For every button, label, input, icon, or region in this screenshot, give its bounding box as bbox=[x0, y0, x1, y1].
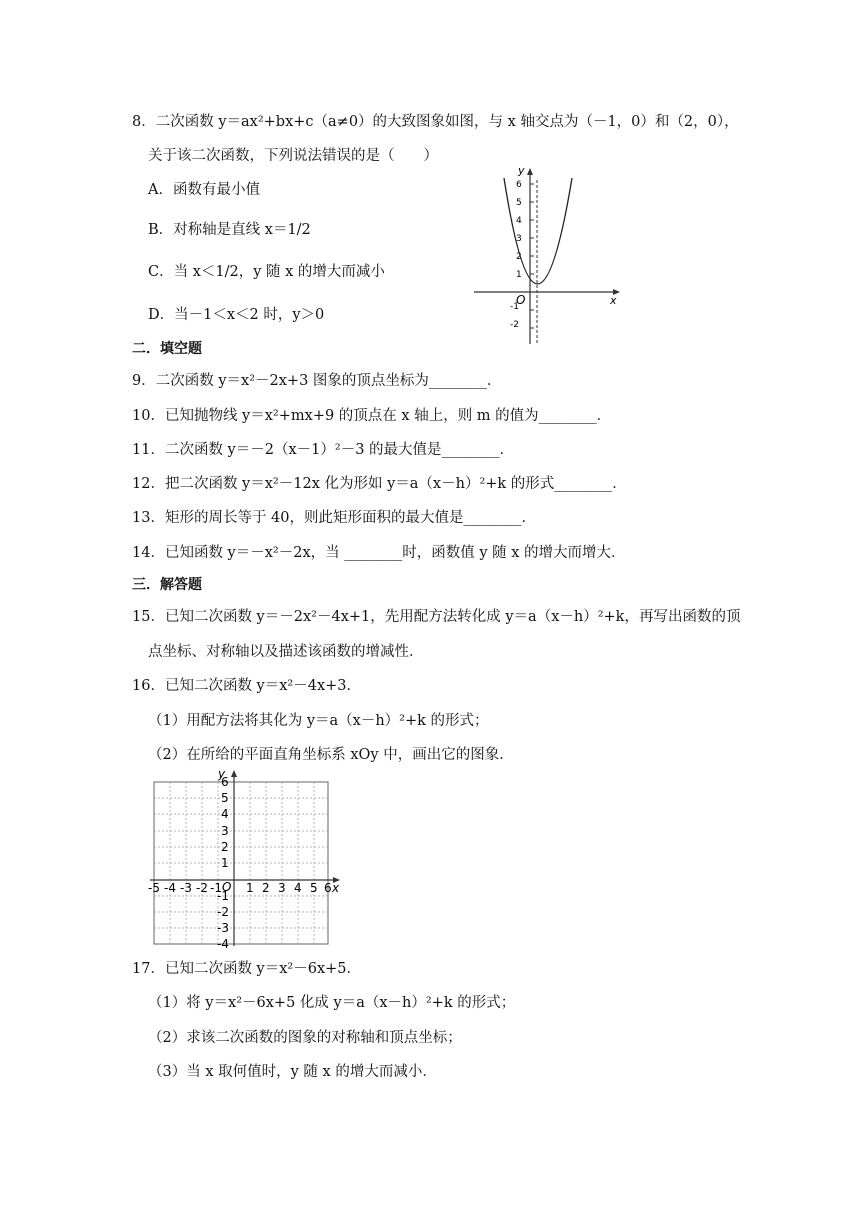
q16-y-tick-2: 2 bbox=[221, 840, 229, 854]
question-17-part2: （2）求该二次函数的图象的对称轴和顶点坐标； bbox=[148, 1030, 462, 1046]
q16-y-tick-neg2: -2 bbox=[217, 905, 229, 919]
q8-y-tick-neg2: -2 bbox=[510, 320, 519, 330]
question-8-graph bbox=[470, 158, 630, 350]
q8-y-axis-label: y bbox=[518, 164, 525, 177]
question-13: 13．矩形的周长等于 40，则此矩形面积的最大值是________． bbox=[132, 510, 537, 526]
question-17-part1: （1）将 y＝x²－6x+5 化成 y＝a（x－h）²+k 的形式； bbox=[148, 995, 516, 1011]
question-17-part3: （3）当 x 取何值时，y 随 x 的增大而减小． bbox=[148, 1064, 437, 1080]
q16-y-tick-neg4: -4 bbox=[217, 937, 229, 950]
q16-x-tick-neg2: -2 bbox=[196, 881, 208, 895]
q8-y-tick-4: 4 bbox=[516, 216, 522, 226]
option-c: C．当 x＜1/2，y 随 x 的增大而减小 bbox=[148, 264, 385, 280]
q16-x-tick-5: 5 bbox=[310, 881, 318, 895]
question-10: 10．已知抛物线 y＝x²+mx+9 的顶点在 x 轴上，则 m 的值为________． bbox=[132, 408, 612, 424]
q16-y-axis-arrow bbox=[231, 770, 237, 777]
q8-y-tick-2: 2 bbox=[516, 252, 522, 262]
q16-x-tick-1: 1 bbox=[246, 881, 254, 895]
question-16-stem: 16．已知二次函数 y＝x²－4x+3． bbox=[132, 678, 362, 694]
q16-y-axis-label: y bbox=[218, 767, 226, 781]
q16-y-tick-1: 1 bbox=[221, 856, 229, 870]
question-11: 11．二次函数 y＝－2（x－1）²－3 的最大值是________． bbox=[132, 442, 515, 458]
q8-origin-label: O bbox=[516, 293, 526, 307]
q8-y-axis-arrow bbox=[527, 168, 533, 175]
q16-y-tick-3: 3 bbox=[221, 824, 229, 838]
q16-grid-lines bbox=[154, 782, 328, 944]
section-answer-title: 三．解答题 bbox=[132, 577, 202, 593]
q16-y-tick-5: 5 bbox=[221, 791, 229, 805]
q16-y-tick-4: 4 bbox=[221, 807, 229, 821]
q8-y-tick-6: 6 bbox=[516, 180, 522, 190]
q16-x-tick-6: 6 bbox=[324, 881, 332, 895]
q16-x-axis-label: x bbox=[332, 881, 340, 895]
question-15-line1: 15．已知二次函数 y＝－2x²－4x+1，先用配方法转化成 y＝a（x－h）²+k，再写出函数的顶 bbox=[132, 609, 741, 625]
q16-x-tick-neg1: -1 bbox=[210, 881, 222, 895]
q8-y-tick-5: 5 bbox=[516, 198, 522, 208]
q16-grid-border bbox=[154, 782, 328, 944]
section-fill-in-title: 二．填空题 bbox=[132, 341, 202, 357]
question-14: 14．已知函数 y＝－x²－2x，当 ________时，函数值 y 随 x 的增大而增大． bbox=[132, 545, 626, 561]
option-d: D．当－1＜x＜2 时，y＞0 bbox=[148, 307, 325, 323]
q16-y-tick-neg3: -3 bbox=[217, 921, 229, 935]
q8-y-tick-1: 1 bbox=[516, 270, 522, 280]
q8-parabola bbox=[504, 178, 572, 284]
question-12: 12．把二次函数 y＝x²－12x 化为形如 y＝a（x－h）²+k 的形式________． bbox=[132, 476, 627, 492]
question-15-line2: 点坐标、对称轴以及描述该函数的增减性． bbox=[148, 644, 424, 660]
question-17-stem: 17．已知二次函数 y＝x²－6x+5． bbox=[132, 961, 362, 977]
q8-y-tick-neg1: -1 bbox=[510, 302, 519, 312]
q16-x-tick-2: 2 bbox=[262, 881, 270, 895]
option-b: B．对称轴是直线 x＝1/2 bbox=[148, 222, 311, 238]
q16-y-tick-neg1: -1 bbox=[217, 889, 229, 903]
question-16-part1: （1）用配方法将其化为 y＝a（x－h）²+k 的形式； bbox=[148, 713, 489, 729]
q16-x-tick-neg5: -5 bbox=[148, 881, 160, 895]
q16-x-tick-neg4: -4 bbox=[164, 881, 176, 895]
question-9: 9．二次函数 y＝x²－2x+3 图象的顶点坐标为________． bbox=[132, 373, 502, 389]
q16-origin-label: O bbox=[222, 880, 232, 894]
question-16-part2: （2）在所给的平面直角坐标系 xOy 中，画出它的图象． bbox=[148, 747, 514, 763]
question-8-line2: 关于该二次函数，下列说法错误的是（ ） bbox=[148, 148, 438, 164]
q16-x-tick-3: 3 bbox=[278, 881, 286, 895]
q8-y-tick-3: 3 bbox=[516, 234, 522, 244]
q16-y-tick-6: 6 bbox=[221, 775, 229, 789]
q8-x-axis-label: x bbox=[610, 294, 617, 307]
question-16-grid bbox=[142, 764, 347, 950]
q16-x-tick-4: 4 bbox=[294, 881, 302, 895]
q16-x-tick-neg3: -3 bbox=[180, 881, 192, 895]
option-a: A．函数有最小值 bbox=[148, 182, 260, 198]
question-8-line1: 8．二次函数 y＝ax²+bx+c（a≠0）的大致图象如图，与 x 轴交点为（－1，0）和（2，0）， bbox=[132, 114, 739, 130]
